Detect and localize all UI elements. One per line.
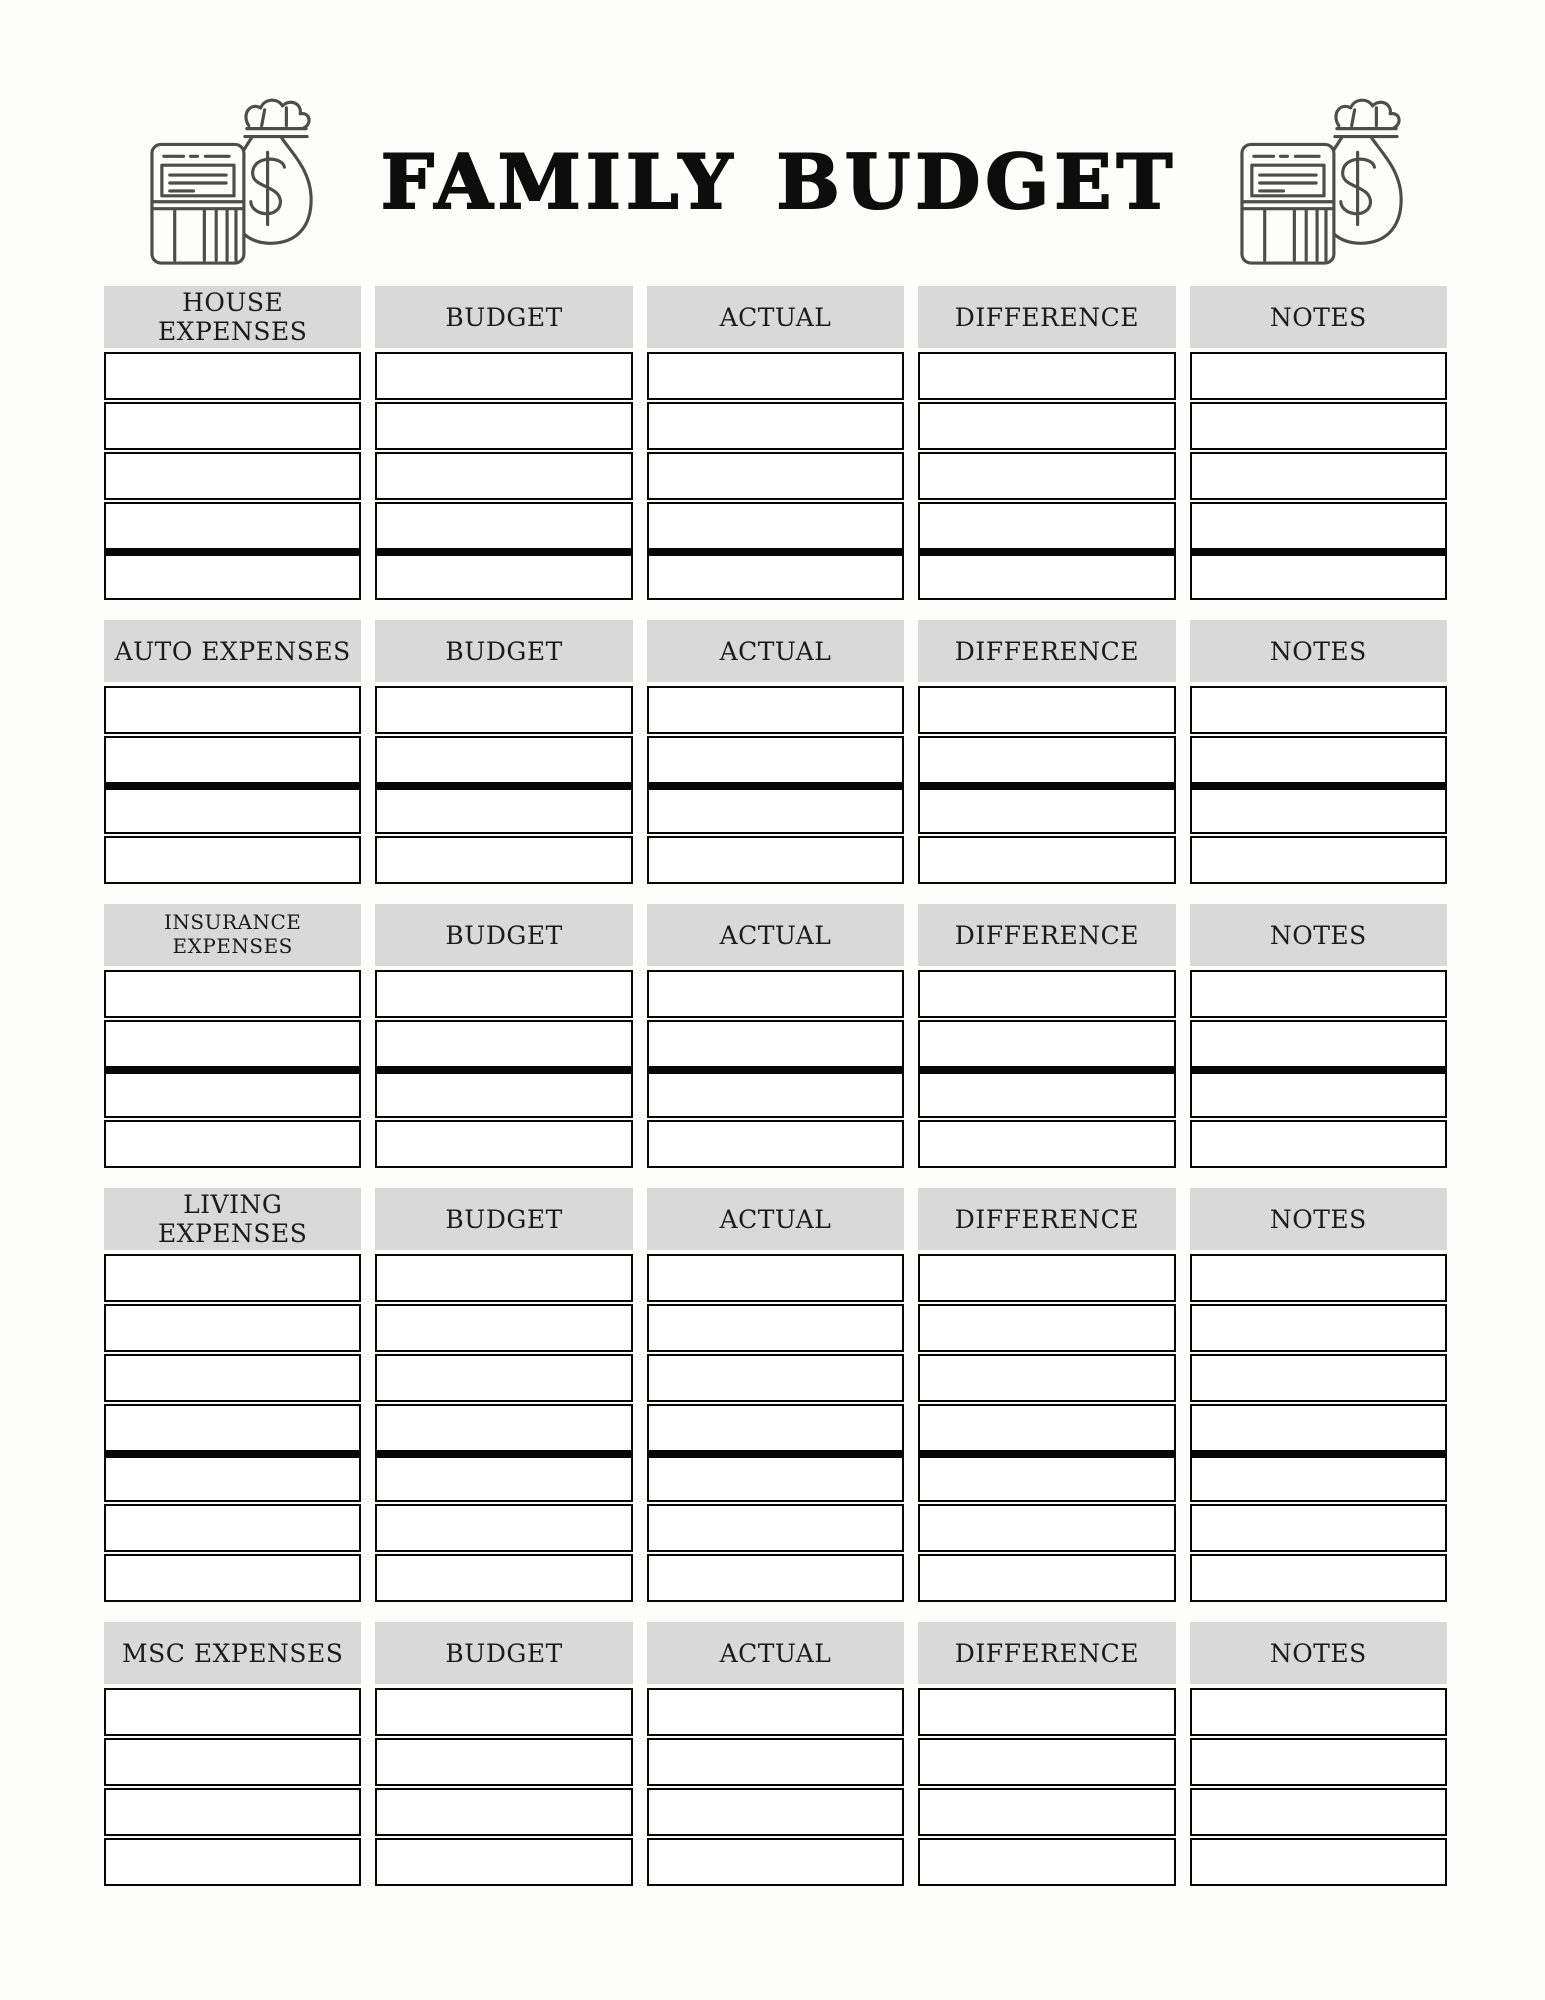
column-header: DIFFERENCE	[918, 1188, 1175, 1250]
expense-row	[104, 1068, 1447, 1118]
column-header: NOTES	[1190, 620, 1447, 682]
column-header: DIFFERENCE	[918, 620, 1175, 682]
expense-row	[104, 452, 1447, 500]
notes-cell[interactable]	[1190, 352, 1447, 400]
expense-row	[104, 1838, 1447, 1886]
budget-cell[interactable]	[375, 686, 632, 734]
actual-cell[interactable]	[647, 452, 904, 500]
actual-cell[interactable]	[647, 836, 904, 884]
budget-cell[interactable]	[375, 1554, 632, 1602]
actual-cell[interactable]	[647, 1354, 904, 1402]
budget-cell[interactable]	[375, 736, 632, 784]
column-header: BUDGET	[375, 904, 632, 966]
expense-name-cell[interactable]	[104, 784, 361, 834]
notes-cell[interactable]	[1190, 970, 1447, 1018]
expense-name-cell[interactable]	[104, 1452, 361, 1502]
expense-row	[104, 1304, 1447, 1352]
expense-row	[104, 836, 1447, 884]
actual-cell[interactable]	[647, 1254, 904, 1302]
expense-name-cell[interactable]	[104, 502, 361, 550]
actual-cell[interactable]	[647, 736, 904, 784]
expense-name-cell[interactable]	[104, 1254, 361, 1302]
notes-cell[interactable]	[1190, 1452, 1447, 1502]
difference-cell[interactable]	[918, 1738, 1175, 1786]
actual-cell[interactable]	[647, 402, 904, 450]
difference-cell[interactable]	[918, 1068, 1175, 1118]
calculator-money-bag-icon	[150, 98, 318, 266]
expense-row	[104, 1254, 1447, 1302]
actual-cell[interactable]	[647, 970, 904, 1018]
budget-cell[interactable]	[375, 784, 632, 834]
expense-name-cell[interactable]	[104, 1688, 361, 1736]
difference-cell[interactable]	[918, 1354, 1175, 1402]
column-header: NOTES	[1190, 904, 1447, 966]
actual-cell[interactable]	[647, 1304, 904, 1352]
budget-cell[interactable]	[375, 1120, 632, 1168]
expense-row	[104, 352, 1447, 400]
notes-cell[interactable]	[1190, 402, 1447, 450]
difference-cell[interactable]	[918, 686, 1175, 734]
expense-name-cell[interactable]	[104, 736, 361, 784]
section-label: AUTO EXPENSES	[104, 620, 361, 682]
notes-cell[interactable]	[1190, 836, 1447, 884]
budget-cell[interactable]	[375, 402, 632, 450]
page-title: FAMILY BUDGET	[380, 137, 1178, 226]
expense-row	[104, 686, 1447, 734]
expense-row	[104, 1404, 1447, 1452]
column-header: BUDGET	[375, 286, 632, 348]
expense-name-cell[interactable]	[104, 1838, 361, 1886]
expense-row	[104, 1504, 1447, 1552]
difference-cell[interactable]	[918, 1838, 1175, 1886]
difference-cell[interactable]	[918, 1688, 1175, 1736]
expense-name-cell[interactable]	[104, 1738, 361, 1786]
notes-cell[interactable]	[1190, 502, 1447, 550]
budget-cell[interactable]	[375, 452, 632, 500]
actual-cell[interactable]	[647, 1688, 904, 1736]
expense-name-cell[interactable]	[104, 836, 361, 884]
column-header: DIFFERENCE	[918, 286, 1175, 348]
actual-cell[interactable]	[647, 550, 904, 600]
difference-cell[interactable]	[918, 402, 1175, 450]
difference-cell[interactable]	[918, 1020, 1175, 1068]
notes-cell[interactable]	[1190, 784, 1447, 834]
notes-cell[interactable]	[1190, 686, 1447, 734]
actual-cell[interactable]	[647, 1120, 904, 1168]
expense-name-cell[interactable]	[104, 452, 361, 500]
notes-cell[interactable]	[1190, 1788, 1447, 1836]
actual-cell[interactable]	[647, 502, 904, 550]
budget-cell[interactable]	[375, 1068, 632, 1118]
budget-cell[interactable]	[375, 352, 632, 400]
actual-cell[interactable]	[647, 686, 904, 734]
notes-cell[interactable]	[1190, 1354, 1447, 1402]
actual-cell[interactable]	[647, 1738, 904, 1786]
budget-cell[interactable]	[375, 1738, 632, 1786]
actual-cell[interactable]	[647, 1788, 904, 1836]
calculator-money-bag-icon	[1240, 98, 1408, 266]
notes-cell[interactable]	[1190, 1020, 1447, 1068]
budget-table	[104, 286, 1447, 1886]
section-living-expenses	[104, 1188, 1447, 1602]
budget-cell[interactable]	[375, 970, 632, 1018]
budget-cell[interactable]	[375, 502, 632, 550]
column-header: DIFFERENCE	[918, 1622, 1175, 1684]
budget-cell[interactable]	[375, 1354, 632, 1402]
column-header: ACTUAL	[647, 904, 904, 966]
notes-cell[interactable]	[1190, 1068, 1447, 1118]
expense-name-cell[interactable]	[104, 970, 361, 1018]
column-header: ACTUAL	[647, 1188, 904, 1250]
expense-name-cell[interactable]	[104, 1304, 361, 1352]
expense-row	[104, 1120, 1447, 1168]
expense-name-cell[interactable]	[104, 1788, 361, 1836]
budget-cell[interactable]	[375, 1504, 632, 1552]
notes-cell[interactable]	[1190, 1838, 1447, 1886]
actual-cell[interactable]	[647, 1404, 904, 1452]
notes-cell[interactable]	[1190, 1688, 1447, 1736]
difference-cell[interactable]	[918, 1304, 1175, 1352]
notes-cell[interactable]	[1190, 736, 1447, 784]
section-label: INSURANCE EXPENSES	[104, 904, 361, 966]
difference-cell[interactable]	[918, 1404, 1175, 1452]
expense-name-cell[interactable]	[104, 352, 361, 400]
notes-cell[interactable]	[1190, 1404, 1447, 1452]
difference-cell[interactable]	[918, 550, 1175, 600]
difference-cell[interactable]	[918, 836, 1175, 884]
difference-cell[interactable]	[918, 736, 1175, 784]
section-msc-expenses	[104, 1622, 1447, 1886]
expense-name-cell[interactable]	[104, 550, 361, 600]
expense-name-cell[interactable]	[104, 1504, 361, 1552]
actual-cell[interactable]	[647, 1554, 904, 1602]
expense-row	[104, 1788, 1447, 1836]
column-header: BUDGET	[375, 620, 632, 682]
expense-row	[104, 1688, 1447, 1736]
column-header: BUDGET	[375, 1188, 632, 1250]
expense-row	[104, 1354, 1447, 1402]
notes-cell[interactable]	[1190, 1554, 1447, 1602]
budget-cell[interactable]	[375, 1838, 632, 1886]
section-label: MSC EXPENSES	[104, 1622, 361, 1684]
actual-cell[interactable]	[647, 784, 904, 834]
expense-name-cell[interactable]	[104, 686, 361, 734]
column-header: NOTES	[1190, 1622, 1447, 1684]
budget-cell[interactable]	[375, 1404, 632, 1452]
difference-cell[interactable]	[918, 352, 1175, 400]
budget-cell[interactable]	[375, 1688, 632, 1736]
notes-cell[interactable]	[1190, 1504, 1447, 1552]
actual-cell[interactable]	[647, 1020, 904, 1068]
budget-cell[interactable]	[375, 1788, 632, 1836]
notes-cell[interactable]	[1190, 1304, 1447, 1352]
expense-name-cell[interactable]	[104, 1404, 361, 1452]
expense-name-cell[interactable]	[104, 1020, 361, 1068]
column-header: BUDGET	[375, 1622, 632, 1684]
expense-row	[104, 1738, 1447, 1786]
expense-name-cell[interactable]	[104, 1120, 361, 1168]
column-header: DIFFERENCE	[918, 904, 1175, 966]
budget-cell[interactable]	[375, 550, 632, 600]
actual-cell[interactable]	[647, 1838, 904, 1886]
notes-cell[interactable]	[1190, 1254, 1447, 1302]
difference-cell[interactable]	[918, 784, 1175, 834]
expense-row	[104, 550, 1447, 600]
column-header: ACTUAL	[647, 620, 904, 682]
expense-name-cell[interactable]	[104, 1554, 361, 1602]
column-header: ACTUAL	[647, 1622, 904, 1684]
expense-name-cell[interactable]	[104, 1068, 361, 1118]
budget-cell[interactable]	[375, 1020, 632, 1068]
difference-cell[interactable]	[918, 502, 1175, 550]
difference-cell[interactable]	[918, 1504, 1175, 1552]
expense-name-cell[interactable]	[104, 1354, 361, 1402]
expense-row	[104, 970, 1447, 1018]
budget-cell[interactable]	[375, 836, 632, 884]
difference-cell[interactable]	[918, 1452, 1175, 1502]
expense-row	[104, 784, 1447, 834]
actual-cell[interactable]	[647, 352, 904, 400]
expense-row	[104, 736, 1447, 784]
column-header: NOTES	[1190, 286, 1447, 348]
difference-cell[interactable]	[918, 1788, 1175, 1836]
expense-row	[104, 1452, 1447, 1502]
difference-cell[interactable]	[918, 1120, 1175, 1168]
expense-name-cell[interactable]	[104, 402, 361, 450]
difference-cell[interactable]	[918, 1554, 1175, 1602]
section-label: LIVING EXPENSES	[104, 1188, 361, 1250]
section-house-expenses	[104, 286, 1447, 600]
section-label: HOUSE EXPENSES	[104, 286, 361, 348]
page-header	[0, 0, 1545, 266]
expense-row	[104, 1554, 1447, 1602]
expense-row	[104, 502, 1447, 550]
notes-cell[interactable]	[1190, 1120, 1447, 1168]
notes-cell[interactable]	[1190, 1738, 1447, 1786]
budget-cell[interactable]	[375, 1452, 632, 1502]
budget-cell[interactable]	[375, 1304, 632, 1352]
budget-cell[interactable]	[375, 1254, 632, 1302]
actual-cell[interactable]	[647, 1068, 904, 1118]
expense-row	[104, 402, 1447, 450]
section-auto-expenses	[104, 620, 1447, 884]
difference-cell[interactable]	[918, 452, 1175, 500]
notes-cell[interactable]	[1190, 550, 1447, 600]
expense-row	[104, 1020, 1447, 1068]
section-insurance-expenses	[104, 904, 1447, 1168]
notes-cell[interactable]	[1190, 452, 1447, 500]
actual-cell[interactable]	[647, 1452, 904, 1502]
difference-cell[interactable]	[918, 970, 1175, 1018]
actual-cell[interactable]	[647, 1504, 904, 1552]
column-header: ACTUAL	[647, 286, 904, 348]
column-header: NOTES	[1190, 1188, 1447, 1250]
difference-cell[interactable]	[918, 1254, 1175, 1302]
